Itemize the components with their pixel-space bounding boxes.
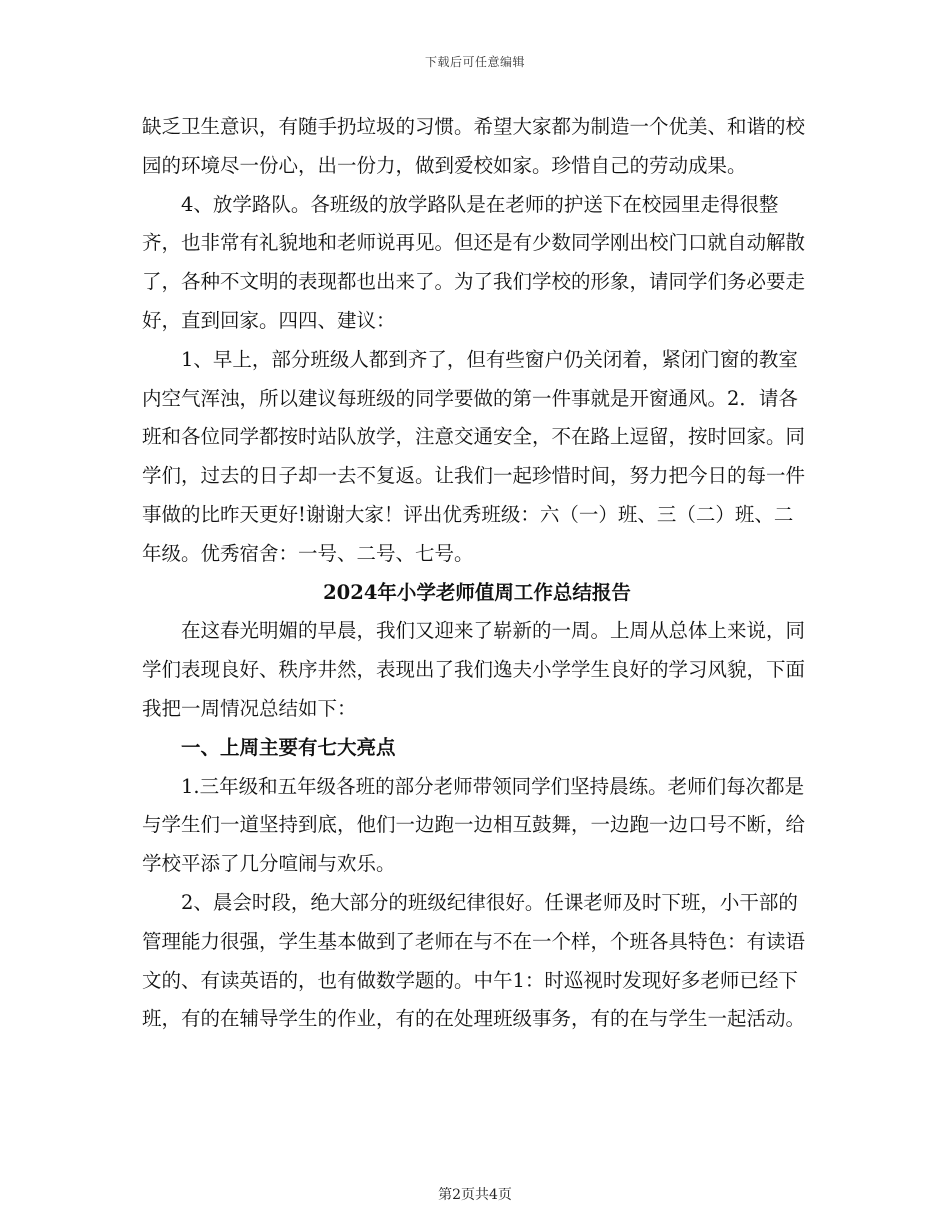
paragraph-intro: 在这春光明媚的早晨，我们又迎来了崭新的一周。上周从总体上来说，同学们表现良好、秩序井然，表现出了我们逸夫小学学生良好的学习风貌，下面我把一周情况总结如下： bbox=[142, 619, 806, 720]
paragraph-suggestions: 1、早上，部分班级人都到齐了，但有些窗户仍关闭着，紧闭门窗的教室内空气浑浊，所以建议每班级的同学要做的第一件事就是开窗通风。2．请各班和各位同学都按时站队放学，注意交通安全，不在路上逗留，按时回家。同学们，过去的日子却一去不复返。让我们一起珍惜时间，努力把今日的每一件事做的比昨天更好!谢谢大家！评出优秀班级：六（一）班、三（二）班、二年级。优秀宿舍：一号、二号、七号。 bbox=[142, 347, 806, 565]
paragraph-hygiene: 缺乏卫生意识，有随手扔垃圾的习惯。希望大家都为制造一个优美、和谐的校园的环境尽一份心，出一份力，做到爱校如家。珍惜自己的劳动成果。 bbox=[142, 115, 806, 177]
section-heading-highlights: 一、上周主要有七大亮点 bbox=[181, 735, 396, 759]
page-number-footer: 第2页共4页 bbox=[438, 1187, 512, 1203]
page-header-note: 下载后可任意编辑 bbox=[424, 55, 525, 69]
document-body bbox=[142, 108, 812, 1039]
paragraph-morning-exercise: 1.三年级和五年级各班的部分老师带领同学们坚持晨练。老师们每次都是与学生们一道坚持到底，他们一边跑一边相互鼓舞，一边跑一边口号不断，给学校平添了几分喧闹与欢乐。 bbox=[142, 774, 806, 876]
paragraph-morning-meeting: 2、晨会时段，绝大部分的班级纪律很好。任课老师及时下班，小干部的管理能力很强，学生基本做到了老师在与不在一个样，个班各具特色：有读语文的、有读英语的，也有做数学题的。中午1：时巡视时发现好多老师已经下班，有的在辅导学生的作业，有的在处理班级事务，有的在与学生一起活动。 bbox=[142, 890, 806, 1031]
paragraph-dismissal-line: 4、放学路队。各班级的放学路队是在老师的护送下在校园里走得很整齐，也非常有礼貌地和老师说再见。但还是有少数同学刚出校门口就自动解散了，各种不文明的表现都也出来了。为了我们学校的形象，请同学们务必要走好，直到回家。四四、建议： bbox=[142, 192, 806, 332]
report-title: 2024年小学老师值周工作总结报告 bbox=[323, 580, 631, 604]
